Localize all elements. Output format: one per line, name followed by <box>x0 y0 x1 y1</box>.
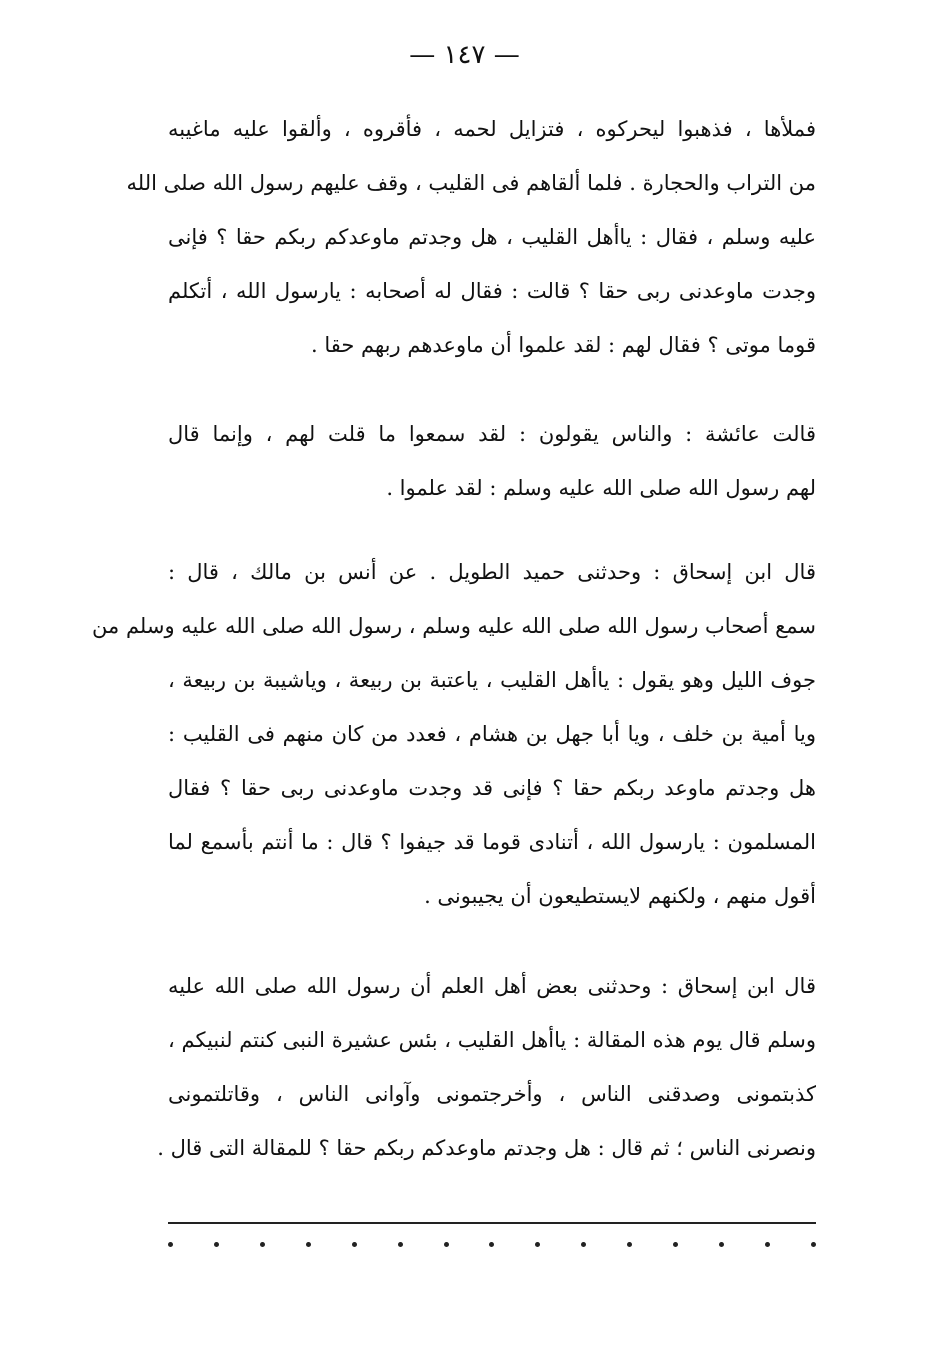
ornament-dot <box>444 1242 449 1247</box>
text-line: قال ابن إسحاق : وحدثنى بعض أهل العلم أن رسول الله صلى الله عليه <box>168 974 816 998</box>
text-line: عليه وسلم ، فقال : ياأهل القليب ، هل وجدتم ماوعدكم ربكم حقا ؟ فإنى <box>168 225 816 249</box>
text-line: قوما موتى ؟ فقال لهم : لقد علموا أن ماوعدهم ربهم حقا . <box>311 333 816 357</box>
text-line: كذبتمونى وصدقنى الناس ، وأخرجتمونى وآوانى الناس ، وقاتلتمونى <box>168 1082 816 1106</box>
page-number: — ١٤٧ — <box>409 40 520 70</box>
text-line: ويا أمية بن خلف ، ويا أبا جهل بن هشام ، فعدد من كان منهم فى القليب : <box>168 722 816 746</box>
ornament-dot <box>168 1242 173 1247</box>
text-line: لهم رسول الله صلى الله عليه وسلم : لقد علموا . <box>386 476 816 500</box>
text-line: قال ابن إسحاق : وحدثنى حميد الطويل . عن أنس بن مالك ، قال : <box>168 560 816 584</box>
ornament-dot <box>719 1242 724 1247</box>
footer-dot-ornament <box>168 1234 816 1254</box>
paragraph-2 <box>168 407 816 515</box>
text-line: ونصرنى الناس ؛ ثم قال : هل وجدتم ماوعدكم ربكم حقا ؟ للمقالة التى قال . <box>157 1136 816 1160</box>
text-line: سمع أصحاب رسول الله صلى الله عليه وسلم ، رسول الله صلى الله عليه وسلم من <box>92 614 816 638</box>
paragraph-1 <box>126 102 816 372</box>
text-line: جوف الليل وهو يقول : ياأهل القليب ، ياعتبة بن ربيعة ، وياشيبة بن ربيعة ، <box>168 668 816 692</box>
text-line: هل وجدتم ماوعد ربكم حقا ؟ فإنى قد وجدت ماوعدنى ربى حقا ؟ فقال <box>168 776 816 800</box>
ornament-dot <box>398 1242 403 1247</box>
ornament-dot <box>535 1242 540 1247</box>
ornament-dot <box>581 1242 586 1247</box>
text-line: وسلم قال يوم هذه المقالة : ياأهل القليب ، بئس عشيرة النبى كنتم لنبيكم ، <box>168 1028 816 1052</box>
paragraph-3 <box>92 545 816 923</box>
ornament-dot <box>352 1242 357 1247</box>
text-line: من التراب والحجارة . فلما ألقاهم فى القليب ، وقف عليهم رسول الله صلى الله <box>126 171 816 195</box>
footer-rule <box>168 1222 816 1224</box>
text-line: المسلمون : يارسول الله ، أتنادى قوما قد جيفوا ؟ قال : ما أنتم بأسمع لما <box>168 830 816 854</box>
ornament-dot <box>765 1242 770 1247</box>
text-line: وجدت ماوعدنى ربى حقا ؟ قالت : فقال له أصحابه : يارسول الله ، أتكلم <box>168 279 816 303</box>
ornament-dot <box>214 1242 219 1247</box>
ornament-dot <box>673 1242 678 1247</box>
ornament-dot <box>627 1242 632 1247</box>
ornament-dot <box>260 1242 265 1247</box>
text-line: قالت عائشة : والناس يقولون : لقد سمعوا ما قلت لهم ، وإنما قال <box>168 422 816 446</box>
ornament-dot <box>489 1242 494 1247</box>
ornament-dot <box>306 1242 311 1247</box>
text-line: فملأها ، فذهبوا ليحركوه ، فتزايل لحمه ، فأقروه ، وألقوا عليه ماغيبه <box>168 117 816 141</box>
text-line: أقول منهم ، ولكنهم لايستطيعون أن يجيبونى . <box>424 884 816 908</box>
ornament-dot <box>811 1242 816 1247</box>
paragraph-4 <box>157 959 816 1175</box>
